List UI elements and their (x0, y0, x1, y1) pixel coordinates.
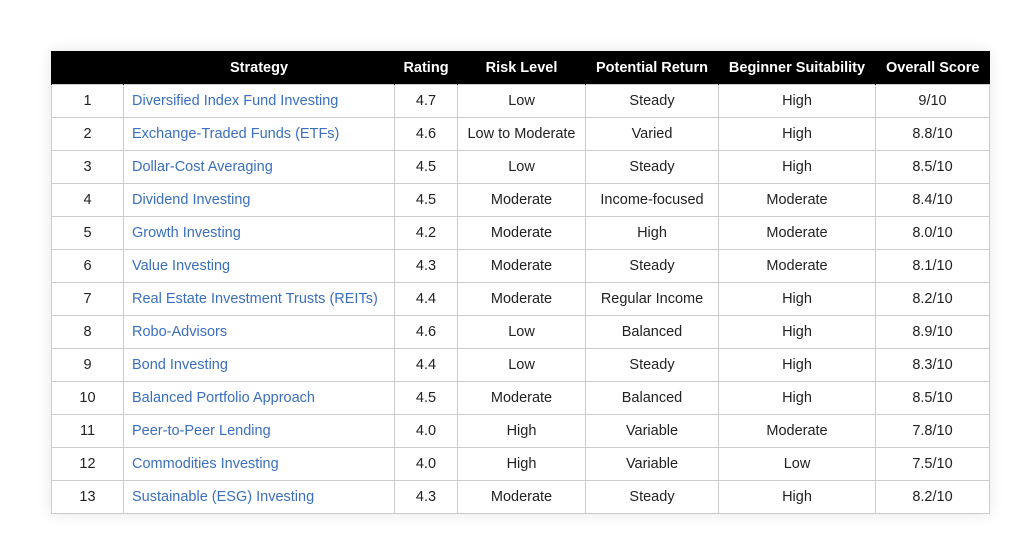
cell-potential-return: High (586, 217, 719, 250)
cell-beginner-suitability: Moderate (719, 250, 876, 283)
strategy-link[interactable]: Diversified Index Fund Investing (132, 93, 339, 109)
cell-strategy (124, 316, 395, 349)
cell-overall-score: 8.5/10 (876, 151, 990, 184)
cell-rating: 4.5 (395, 184, 458, 217)
cell-overall-score: 8.5/10 (876, 382, 990, 415)
cell-index: 1 (52, 85, 124, 118)
cell-risk-level: Moderate (458, 382, 586, 415)
strategy-link[interactable]: Real Estate Investment Trusts (REITs) (132, 291, 378, 307)
table-row (52, 85, 990, 118)
table-row (52, 349, 990, 382)
cell-beginner-suitability: High (719, 349, 876, 382)
cell-risk-level: Moderate (458, 250, 586, 283)
header-risk-level: Risk Level (458, 51, 586, 85)
cell-potential-return: Balanced (586, 316, 719, 349)
cell-index: 13 (52, 481, 124, 514)
cell-risk-level: Low (458, 349, 586, 382)
cell-potential-return: Variable (586, 448, 719, 481)
cell-rating: 4.7 (395, 85, 458, 118)
table-row (52, 250, 990, 283)
table-row (52, 283, 990, 316)
cell-strategy (124, 151, 395, 184)
table-row (52, 481, 990, 514)
cell-index: 11 (52, 415, 124, 448)
cell-overall-score: 8.9/10 (876, 316, 990, 349)
cell-beginner-suitability: High (719, 118, 876, 151)
cell-potential-return: Steady (586, 481, 719, 514)
cell-risk-level: High (458, 448, 586, 481)
cell-overall-score: 8.8/10 (876, 118, 990, 151)
cell-potential-return: Steady (586, 85, 719, 118)
cell-beginner-suitability: Low (719, 448, 876, 481)
cell-risk-level: Moderate (458, 481, 586, 514)
cell-overall-score: 9/10 (876, 85, 990, 118)
cell-beginner-suitability: High (719, 316, 876, 349)
cell-potential-return: Regular Income (586, 283, 719, 316)
cell-rating: 4.5 (395, 382, 458, 415)
cell-rating: 4.5 (395, 151, 458, 184)
cell-index: 6 (52, 250, 124, 283)
cell-risk-level: Low (458, 85, 586, 118)
strategy-link[interactable]: Sustainable (ESG) Investing (132, 489, 315, 505)
cell-strategy (124, 184, 395, 217)
header-index (52, 51, 124, 85)
cell-risk-level: Low (458, 316, 586, 349)
cell-strategy (124, 118, 395, 151)
cell-rating: 4.0 (395, 415, 458, 448)
strategy-link[interactable]: Bond Investing (132, 357, 228, 373)
strategy-link[interactable]: Dollar-Cost Averaging (132, 159, 273, 175)
cell-index: 4 (52, 184, 124, 217)
cell-overall-score: 8.4/10 (876, 184, 990, 217)
cell-strategy (124, 382, 395, 415)
cell-overall-score: 8.2/10 (876, 283, 990, 316)
strategy-table-card (51, 51, 989, 514)
table-body (52, 85, 990, 514)
strategy-link[interactable]: Exchange-Traded Funds (ETFs) (132, 126, 340, 142)
cell-overall-score: 8.1/10 (876, 250, 990, 283)
cell-index: 9 (52, 349, 124, 382)
strategy-link[interactable]: Dividend Investing (132, 192, 251, 208)
cell-strategy (124, 217, 395, 250)
cell-index: 8 (52, 316, 124, 349)
cell-potential-return: Balanced (586, 382, 719, 415)
cell-strategy (124, 448, 395, 481)
cell-rating: 4.4 (395, 349, 458, 382)
cell-strategy (124, 415, 395, 448)
table-row (52, 382, 990, 415)
cell-potential-return: Income-focused (586, 184, 719, 217)
cell-rating: 4.6 (395, 118, 458, 151)
cell-rating: 4.0 (395, 448, 458, 481)
table-header-row (52, 51, 990, 85)
cell-rating: 4.4 (395, 283, 458, 316)
cell-risk-level: Low to Moderate (458, 118, 586, 151)
table-row (52, 217, 990, 250)
cell-potential-return: Variable (586, 415, 719, 448)
header-overall-score: Overall Score (876, 51, 990, 85)
table-row (52, 316, 990, 349)
cell-beginner-suitability: High (719, 481, 876, 514)
cell-overall-score: 8.3/10 (876, 349, 990, 382)
header-rating: Rating (395, 51, 458, 85)
table-row (52, 118, 990, 151)
table-row (52, 448, 990, 481)
strategy-link[interactable]: Robo-Advisors (132, 324, 228, 340)
cell-overall-score: 7.5/10 (876, 448, 990, 481)
cell-potential-return: Steady (586, 151, 719, 184)
cell-index: 3 (52, 151, 124, 184)
cell-beginner-suitability: High (719, 85, 876, 118)
header-strategy: Strategy (124, 51, 395, 85)
cell-beginner-suitability: Moderate (719, 415, 876, 448)
cell-beginner-suitability: High (719, 151, 876, 184)
cell-potential-return: Steady (586, 250, 719, 283)
cell-beginner-suitability: Moderate (719, 217, 876, 250)
cell-potential-return: Varied (586, 118, 719, 151)
cell-rating: 4.2 (395, 217, 458, 250)
cell-risk-level: Low (458, 151, 586, 184)
strategy-link[interactable]: Balanced Portfolio Approach (132, 390, 315, 406)
cell-risk-level: Moderate (458, 184, 586, 217)
cell-strategy (124, 481, 395, 514)
strategy-link[interactable]: Growth Investing (132, 225, 241, 241)
cell-beginner-suitability: Moderate (719, 184, 876, 217)
cell-index: 5 (52, 217, 124, 250)
cell-risk-level: High (458, 415, 586, 448)
cell-overall-score: 8.0/10 (876, 217, 990, 250)
table-row (52, 415, 990, 448)
table-row (52, 151, 990, 184)
cell-risk-level: Moderate (458, 283, 586, 316)
header-potential-return: Potential Return (586, 51, 719, 85)
cell-overall-score: 7.8/10 (876, 415, 990, 448)
cell-beginner-suitability: High (719, 382, 876, 415)
strategy-link[interactable]: Commodities Investing (132, 456, 279, 472)
header-beginner-suitability: Beginner Suitability (719, 51, 876, 85)
cell-strategy (124, 349, 395, 382)
cell-strategy (124, 283, 395, 316)
cell-rating: 4.3 (395, 481, 458, 514)
strategy-link[interactable]: Peer-to-Peer Lending (132, 423, 271, 439)
cell-beginner-suitability: High (719, 283, 876, 316)
cell-index: 7 (52, 283, 124, 316)
strategy-table (51, 51, 990, 514)
cell-potential-return: Steady (586, 349, 719, 382)
strategy-link[interactable]: Value Investing (132, 258, 231, 274)
cell-index: 10 (52, 382, 124, 415)
cell-index: 2 (52, 118, 124, 151)
table-row (52, 184, 990, 217)
cell-strategy (124, 85, 395, 118)
cell-risk-level: Moderate (458, 217, 586, 250)
cell-rating: 4.6 (395, 316, 458, 349)
cell-overall-score: 8.2/10 (876, 481, 990, 514)
cell-rating: 4.3 (395, 250, 458, 283)
cell-index: 12 (52, 448, 124, 481)
cell-strategy (124, 250, 395, 283)
